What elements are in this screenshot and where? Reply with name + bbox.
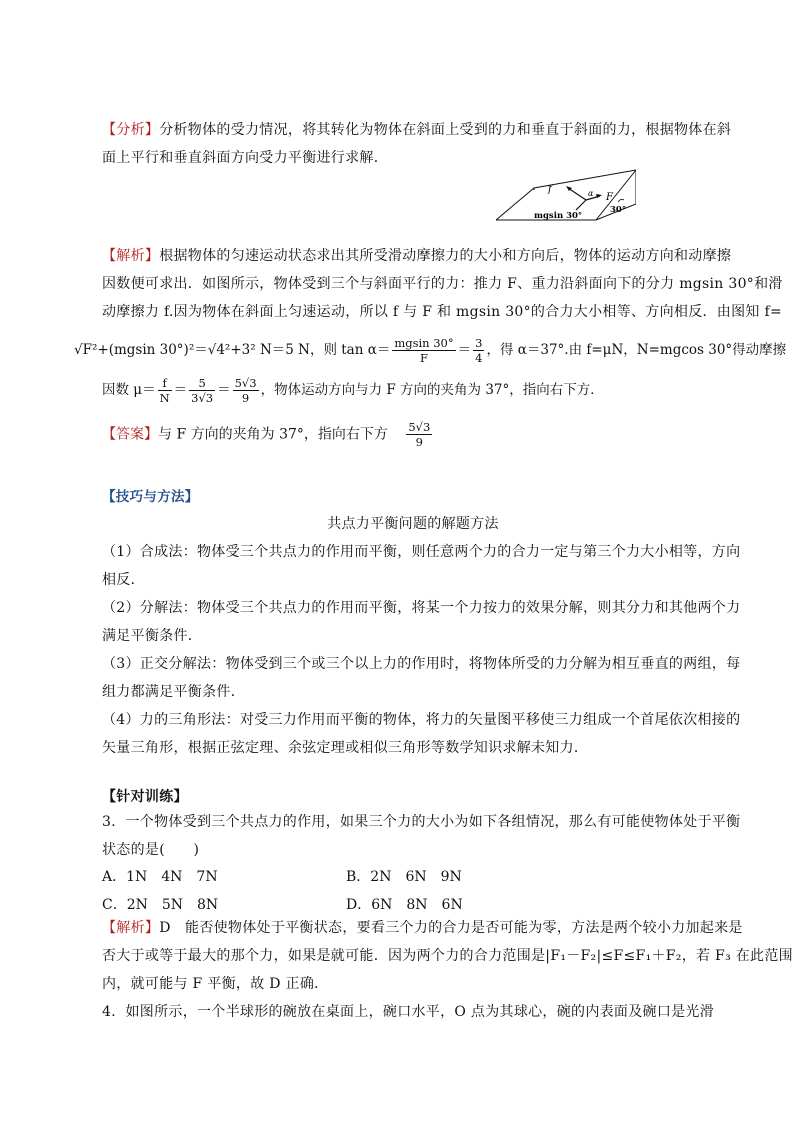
solution-line-3: 动摩擦力 f.因为物体在斜面上匀速运动，所以 f 与 F 和 mgsin 30°的合力大小相等、方向相反．由图知 f= [102, 304, 782, 320]
tips-list [102, 538, 741, 762]
tips-title: 共点力平衡问题的解题方法 [327, 516, 499, 532]
question-3 [102, 808, 741, 864]
q3-solution-line-2: 否大于或等于最大的那个力，如果是就可能．因为两个力的合力范围是|F₁－F₂|≤F≤F₁＋F₂，若 F₃ 在此范围 [102, 948, 793, 964]
solution-paragraph [102, 242, 783, 326]
analysis-line-1: 分析物体的受力情况，将其转化为物体在斜面上受到的力和垂直于斜面的力，根据物体在斜 [159, 122, 732, 138]
tip-item-2-line-1: （2）分解法：物体受三个共点力的作用而平衡，将某一个力按力的效果分解，则其分力和其他两个力 [102, 600, 741, 616]
analysis-line-2: 面上平行和垂直斜面方向受力平衡进行求解． [102, 150, 388, 166]
mu-fraction-2: $\frac{5}{3√3}$ [191, 376, 214, 405]
solution-line-2: 因数便可求出．如图所示，物体受到三个与斜面平行的力：推力 F、重力沿斜面向下的分力 mgsin 30°和滑 [102, 276, 783, 292]
tip-item-3-line-1: （3）正交分解法：物体受到三个或三个以上力的作用时，将物体所受的力分解为相互垂直的两组，每 [102, 656, 741, 672]
solution-line-1: 根据物体的匀速运动状态求出其所受滑动摩擦力的大小和方向后，物体的运动方向和动摩擦 [159, 248, 732, 264]
option-b: B．2N 6N 9N [346, 869, 462, 885]
answer-tag: 【答案】 [102, 426, 158, 443]
tip-item-4-line-1: （4）力的三角形法：对受三力作用而平衡的物体，将力的矢量图平移使三力组成一个首尾依次相接的 [102, 712, 741, 728]
force-label: F [606, 192, 613, 203]
question-3-solution [102, 914, 793, 1026]
inclined-plane-figure [496, 168, 636, 228]
analysis-tag: 【分析】 [102, 122, 160, 138]
tan-fraction-1: $\frac{mgsin 30^\circ}{F}$ [394, 336, 454, 365]
solution-formula-line-4: √F²+(mgsin 30°)²＝√4²+3² N＝5 N，则 tan α＝ $\frac{mgsin 30^\circ}{F}$ ＝ $\frac{3}{4}$ ，得 α＝37°.由 f=μN，N=mgcos 30°得动摩擦 [74, 336, 787, 365]
mu-fraction-3: $\frac{5√3}{9}$ [234, 376, 257, 405]
tip-item-4-line-2: 矢量三角形，根据正弦定理、余弦定理或相似三角形等数学知识求解未知力． [102, 740, 589, 756]
alpha-label: α [588, 189, 594, 198]
friction-label: f [548, 184, 552, 195]
mu-fraction-1: $\frac{f}{N}$ [159, 376, 170, 405]
tip-item-3-line-2: 组力都满足平衡条件． [102, 684, 245, 700]
option-d: D．6N 8N 6N [346, 897, 463, 913]
tip-item-1-line-2: 相反． [102, 572, 145, 588]
option-c: C．2N 5N 8N [102, 897, 219, 913]
tip-item-1-line-1: （1）合成法：物体受三个共点力的作用而平衡，则任意两个力的合力一定与第三个力大小相等，方向 [102, 544, 741, 560]
tip-item-2-line-2: 满足平衡条件． [102, 628, 203, 644]
answer-text: 与 F 方向的夹角为 37°，指向右下方 [158, 426, 388, 443]
q3-solution-tag: 【解析】 [102, 920, 160, 936]
practice-heading: 【针对训练】 [102, 789, 188, 805]
gravity-component-label: mgsin 30° [534, 211, 583, 221]
question-3-line-2: 状态的是( ) [102, 842, 200, 858]
question-4-line-1: 4．如图所示，一个半球形的碗放在桌面上，碗口水平，O 点为其球心，碗的内表面及碗口是光滑 [102, 1004, 715, 1020]
answer-line [102, 420, 434, 449]
question-3-line-1: 3．一个物体受到三个共点力的作用，如果三个力的大小为如下各组情况，那么有可能使物体处于平衡 [102, 814, 741, 830]
answer-fraction: $\frac{5√3}{9}$ [408, 420, 431, 449]
option-a: A．1N 4N 7N [102, 869, 218, 885]
tan-fraction-2: $\frac{3}{4}$ [475, 336, 483, 365]
tips-heading: 【技巧与方法】 [102, 489, 199, 505]
solution-tag: 【解析】 [102, 248, 160, 264]
q3-solution-line-3: 内，就可能与 F 平衡，故 D 正确． [102, 976, 329, 992]
analysis-paragraph [102, 116, 732, 172]
q3-solution-line-1: D 能否使物体处于平衡状态，要看三个力的合力是否可能为零，方法是两个较小力加起来是 [159, 920, 743, 936]
solution-formula-line-5: 因数 μ＝ $\frac{f}{N}$ ＝ $\frac{5}{3√3}$ ＝ $\frac{5√3}{9}$ ，物体运动方向与力 F 方向的夹角为 37°，指向右下方． [102, 376, 604, 405]
angle-label: 30° [610, 205, 627, 215]
